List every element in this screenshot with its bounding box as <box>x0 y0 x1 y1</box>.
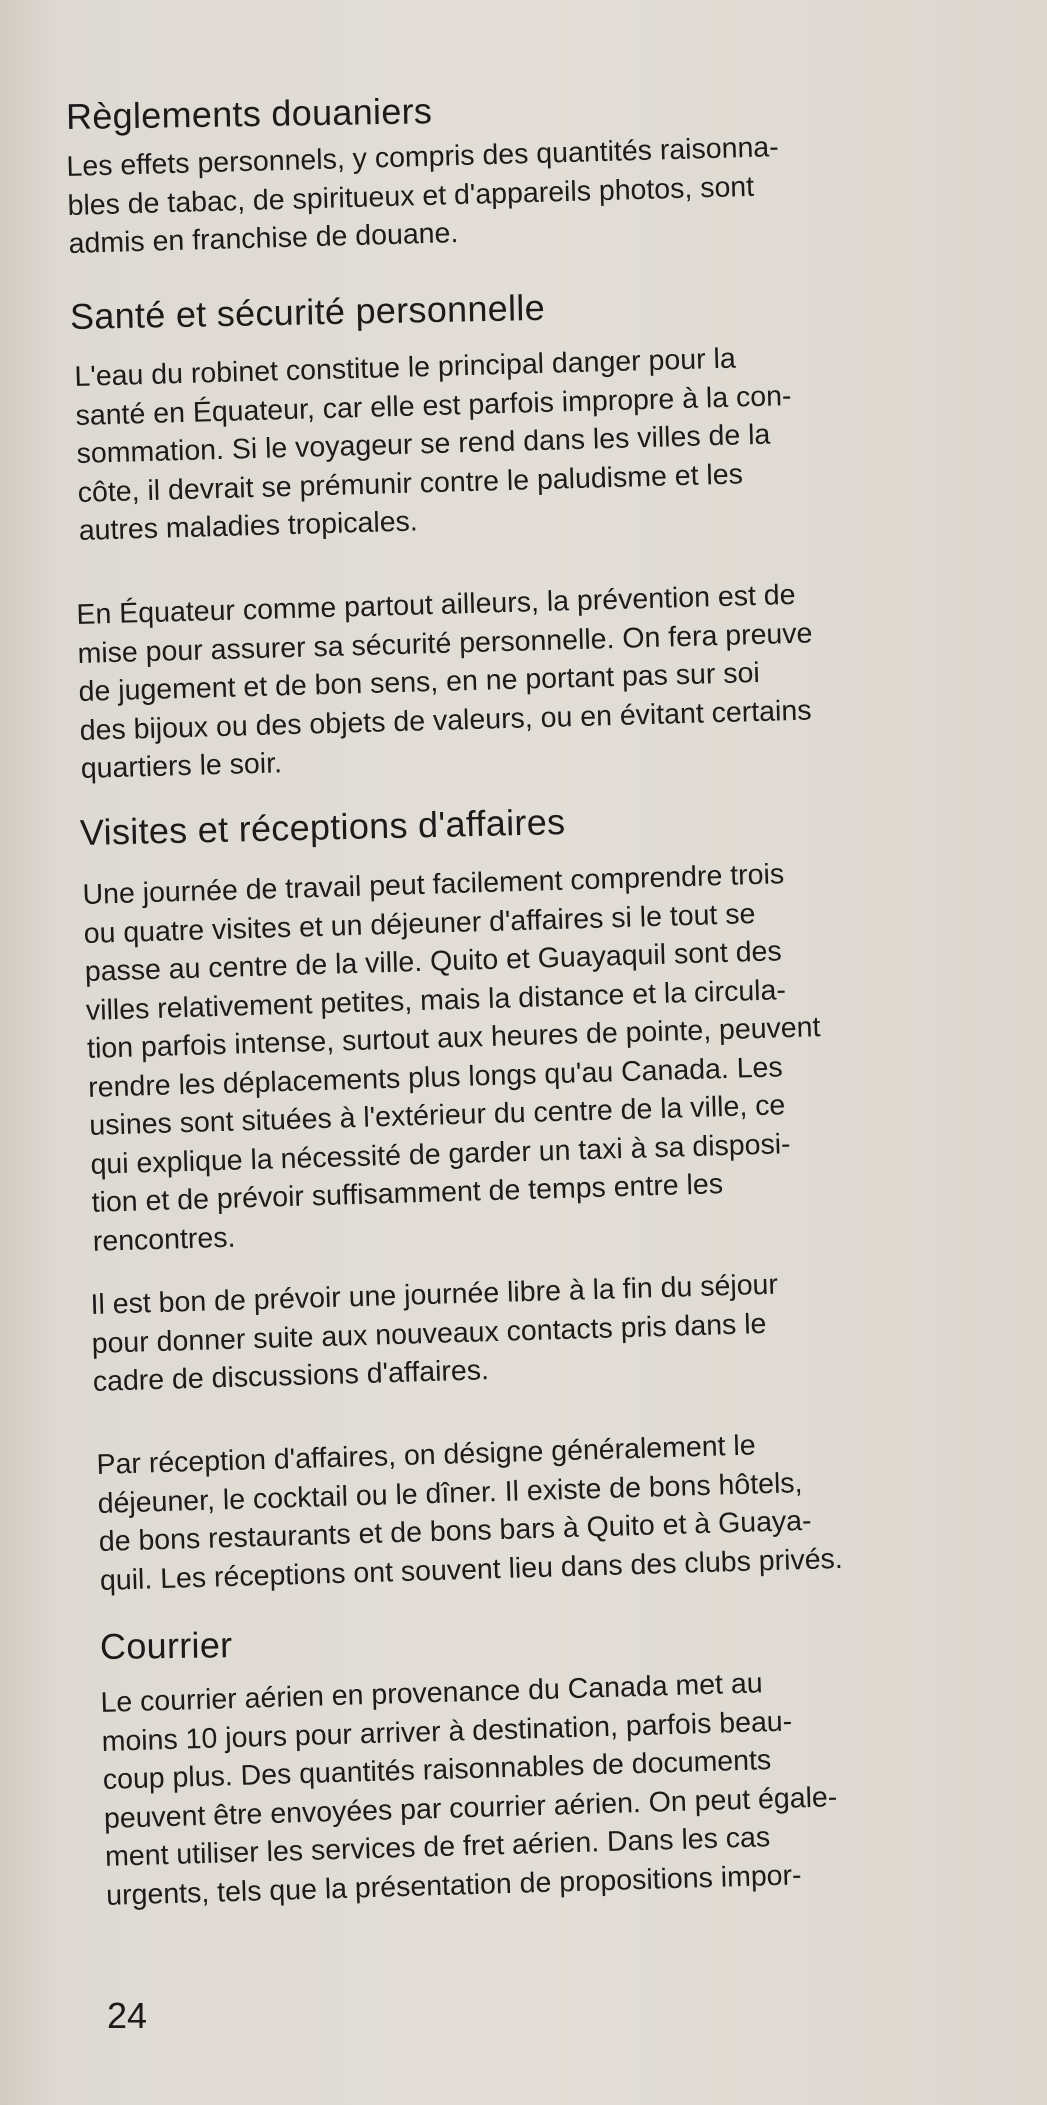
page-number: 24 <box>107 1995 148 2036</box>
text-line: autres maladies tropicales. <box>78 505 419 547</box>
text-line: rencontres. <box>92 1221 236 1258</box>
text-line: ment utiliser les services de fret aérien. Dans les cas <box>104 1821 771 1873</box>
text-line: pour donner suite aux nouveaux contacts pris dans le <box>91 1307 767 1360</box>
paragraph-work-day <box>82 854 827 1261</box>
text-line: urgents, tels que la présentation de propositions impor- <box>105 1858 802 1912</box>
text-line: cadre de discussions d'affaires. <box>92 1354 490 1398</box>
text-line: de jugement et de bon sens, en ne portant pas sur soi <box>78 656 761 708</box>
text-line: Les effets personnels, y compris des quantités raisonna- <box>66 131 780 183</box>
text-line: sommation. Si le voyageur se rend dans les villes de la <box>76 418 771 470</box>
text-line: déjeuner, le cocktail ou le dîner. Il existe de bons hôtels, <box>97 1466 803 1520</box>
text-line: quil. Les réceptions ont souvent lieu dans des clubs privés. <box>99 1542 844 1597</box>
section-heading-business-visits: Visites et réceptions d'affaires <box>79 800 566 853</box>
text-line: ou quatre visites et un déjeuner d'affaires si le tout se <box>83 897 756 950</box>
text-line: Par réception d'affaires, on désigne généralement le <box>96 1429 757 1481</box>
paragraph-business-receptions <box>96 1424 843 1600</box>
paragraph-air-mail <box>100 1662 840 1915</box>
text-line: En Équateur comme partout ailleurs, la prévention est de <box>76 578 796 631</box>
text-line: côte, il devrait se prémunir contre le paludisme et les <box>77 457 744 509</box>
text-line: coup plus. Des quantités raisonnables de documents <box>102 1744 772 1796</box>
paragraph-customs <box>66 128 781 263</box>
text-line: rendre les déplacements plus longs qu'au Canada. Les <box>87 1050 784 1104</box>
text-line: mise pour assurer sa sécurité personnelle. On fera preuve <box>77 616 813 670</box>
paragraph-personal-safety <box>76 575 816 788</box>
text-line: Une journée de travail peut facilement comprendre trois <box>82 858 785 911</box>
text-line: tion parfois intense, surtout aux heures de pointe, peuvent <box>86 1011 821 1065</box>
text-line: passe au centre de la ville. Quito et Guayaquil sont des <box>84 935 783 988</box>
text-line: santé en Équateur, car elle est parfois impropre à la con- <box>75 379 792 432</box>
text-line: qui explique la nécessité de garder un taxi à sa disposi- <box>90 1127 791 1181</box>
text-line: des bijoux ou des objets de valeurs, ou en évitant certains <box>79 694 812 747</box>
text-line: quartiers le soir. <box>80 747 283 785</box>
text-line: villes relativement petites, mais la distance et la circula- <box>85 973 787 1027</box>
text-line: bles de tabac, de spiritueux et d'appareils photos, sont <box>67 170 755 222</box>
text-line: Le courrier aérien en provenance du Canada met au <box>100 1667 764 1719</box>
section-heading-mail: Courrier <box>99 1624 233 1667</box>
text-line: Il est bon de prévoir une journée libre à la fin du séjour <box>90 1268 779 1321</box>
text-line: admis en franchise de douane. <box>68 217 459 260</box>
section-heading-customs: Règlements douaniers <box>65 90 433 137</box>
paragraph-free-day <box>90 1266 781 1402</box>
text-line: peuvent être envoyées par courrier aérien. On peut égale- <box>103 1780 838 1835</box>
text-line: usines sont situées à l'extérieur du centre de la ville, ce <box>88 1089 786 1142</box>
text-line: tion et de prévoir suffisamment de temps entre les <box>91 1168 724 1219</box>
section-heading-health-safety: Santé et sécurité personnelle <box>69 286 546 337</box>
text-line: de bons restaurants et de bons bars à Quito et à Guaya- <box>98 1504 812 1558</box>
text-line: moins 10 jours pour arriver à destination, parfois beau- <box>101 1704 793 1758</box>
text-line: L'eau du robinet constitue le principal danger pour la <box>74 342 737 393</box>
paragraph-tap-water <box>74 338 795 550</box>
